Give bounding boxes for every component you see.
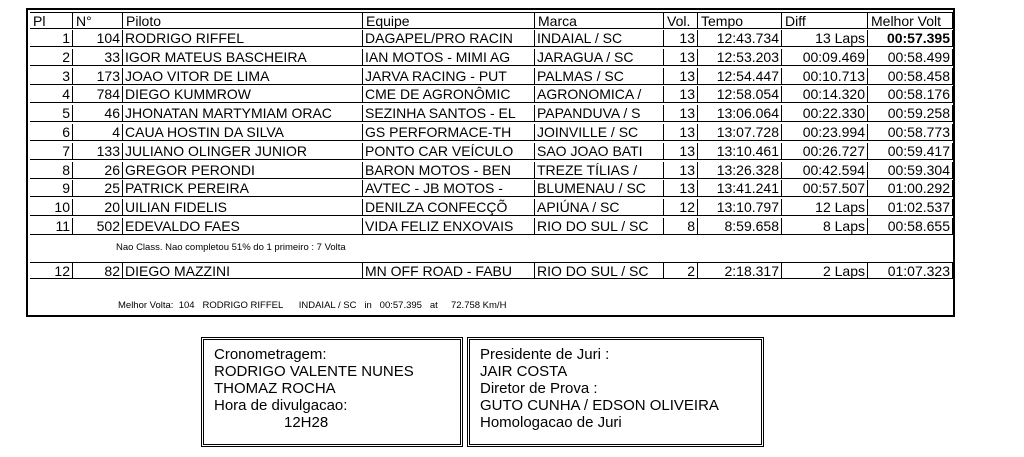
cell-pl: 2 xyxy=(30,49,72,66)
cell-equipe: BARON MOTOS - BEN xyxy=(362,162,534,179)
cell-piloto: GREGOR PERONDI xyxy=(122,162,362,179)
cell-diff: 00:26.727 xyxy=(781,143,867,160)
cell-tempo: 13:26.328 xyxy=(697,162,781,179)
cell-diff: 00:09.469 xyxy=(781,49,867,66)
cell-pl: 1 xyxy=(30,30,72,47)
cell-tempo: 12:58.054 xyxy=(697,86,781,103)
best-lap-line: Melhor Volta: 104 RODRIGO RIFFEL INDAIAL / SC in 00:57.395 at 72.758 Km/H xyxy=(118,300,507,311)
cell-diff: 8 Laps xyxy=(781,218,867,235)
cell-tempo: 13:10.797 xyxy=(697,199,781,216)
cell-tempo: 2:18.317 xyxy=(697,262,781,279)
cell-melhor-volta: 00:58.458 xyxy=(867,68,953,85)
header-piloto: Piloto xyxy=(122,12,362,29)
cell-piloto: DIEGO MAZZINI xyxy=(122,262,362,279)
header-marca: Marca xyxy=(534,12,663,29)
presidente-juri-label: Presidente de Juri : xyxy=(480,346,610,363)
cell-equipe: MN OFF ROAD - FABU xyxy=(362,262,534,279)
diretor-prova-name: GUTO CUNHA / EDSON OLIVEIRA xyxy=(480,397,719,414)
cell-melhor-volta: 00:58.176 xyxy=(867,86,953,103)
cell-tempo: 13:06.064 xyxy=(697,105,781,122)
presidente-juri-name: JAIR COSTA xyxy=(480,363,568,380)
cell-marca: BLUMENAU / SC xyxy=(534,180,663,197)
cell-diff: 00:23.994 xyxy=(781,124,867,141)
cell-vol: 13 xyxy=(663,86,697,103)
cell-pl: 7 xyxy=(30,143,72,160)
cell-tempo: 13:41.241 xyxy=(697,180,781,197)
header-vol: Vol. xyxy=(663,12,697,29)
cell-equipe: DENILZA CONFECÇÕ xyxy=(362,199,534,216)
not-classified-note: Nao Class. Nao completou 51% do 1 primeiro : 7 Volta xyxy=(116,242,346,253)
cell-pl: 4 xyxy=(30,86,72,103)
cell-marca: AGRONOMICA / xyxy=(534,86,663,103)
cell-melhor-volta: 00:59.304 xyxy=(867,162,953,179)
cell-melhor-volta: 01:02.537 xyxy=(867,199,953,216)
cell-number: 104 xyxy=(72,30,122,47)
cell-pl: 12 xyxy=(30,262,72,279)
cell-diff: 00:14.320 xyxy=(781,86,867,103)
cell-vol: 13 xyxy=(663,162,697,179)
cell-melhor-volta: 00:57.395 xyxy=(867,30,953,47)
cell-marca: PAPANDUVA / S xyxy=(534,105,663,122)
cronometragem-name-2: THOMAZ ROCHA xyxy=(214,380,336,397)
cell-marca: RIO DO SUL / SC xyxy=(534,218,663,235)
cell-number: 46 xyxy=(72,105,122,122)
cell-piloto: DIEGO KUMMROW xyxy=(122,86,362,103)
cell-tempo: 8:59.658 xyxy=(697,218,781,235)
cell-vol: 13 xyxy=(663,49,697,66)
cell-piloto: EDEVALDO FAES xyxy=(122,218,362,235)
cell-vol: 12 xyxy=(663,199,697,216)
cell-number: 25 xyxy=(72,180,122,197)
cell-marca: RIO DO SUL / SC xyxy=(534,262,663,279)
header-pl: Pl xyxy=(30,12,72,29)
cell-marca: JOINVILLE / SC xyxy=(534,124,663,141)
header-equipe: Equipe xyxy=(362,12,534,29)
cell-marca: APIÚNA / SC xyxy=(534,199,663,216)
cell-marca: TREZE TÍLIAS / xyxy=(534,162,663,179)
results-table xyxy=(26,8,955,317)
hora-divulgacao-label: Hora de divulgacao: xyxy=(214,397,348,414)
cell-marca: PALMAS / SC xyxy=(534,68,663,85)
cell-diff: 00:10.713 xyxy=(781,68,867,85)
cell-vol: 13 xyxy=(663,180,697,197)
cell-vol: 13 xyxy=(663,30,697,47)
homologacao-juri-label: Homologacao de Juri xyxy=(480,414,622,431)
cell-number: 4 xyxy=(72,124,122,141)
cell-piloto: JOAO VITOR DE LIMA xyxy=(122,68,362,85)
juri-box xyxy=(467,337,764,447)
cell-equipe: JARVA RACING - PUT xyxy=(362,68,534,85)
cell-number: 784 xyxy=(72,86,122,103)
cell-number: 502 xyxy=(72,218,122,235)
cell-vol: 2 xyxy=(663,262,697,279)
cell-piloto: JULIANO OLINGER JUNIOR xyxy=(122,143,362,160)
hora-divulgacao-value: 12H28 xyxy=(284,414,329,431)
cell-pl: 10 xyxy=(30,199,72,216)
cell-piloto: UILIAN FIDELIS xyxy=(122,199,362,216)
cell-number: 173 xyxy=(72,68,122,85)
cell-piloto: RODRIGO RIFFEL xyxy=(122,30,362,47)
cell-number: 26 xyxy=(72,162,122,179)
cell-tempo: 12:54.447 xyxy=(697,68,781,85)
cell-equipe: GS PERFORMACE-TH xyxy=(362,124,534,141)
header-diff: Diff xyxy=(781,12,867,29)
cronometragem-box xyxy=(201,337,463,447)
diretor-prova-label: Diretor de Prova : xyxy=(480,380,598,397)
cell-pl: 5 xyxy=(30,105,72,122)
cell-marca: JARAGUA / SC xyxy=(534,49,663,66)
cell-equipe: AVTEC - JB MOTOS - xyxy=(362,180,534,197)
cell-diff: 00:57.507 xyxy=(781,180,867,197)
cronometragem-label: Cronometragem: xyxy=(214,346,327,363)
cell-melhor-volta: 00:58.773 xyxy=(867,124,953,141)
cronometragem-name-1: RODRIGO VALENTE NUNES xyxy=(214,363,414,380)
cell-vol: 13 xyxy=(663,105,697,122)
cell-melhor-volta: 01:00.292 xyxy=(867,180,953,197)
cell-pl: 11 xyxy=(30,218,72,235)
cell-melhor-volta: 01:07.323 xyxy=(867,262,953,279)
cell-pl: 6 xyxy=(30,124,72,141)
cell-equipe: PONTO CAR VEÍCULO xyxy=(362,143,534,160)
cell-pl: 3 xyxy=(30,68,72,85)
cell-marca: SAO JOAO BATI xyxy=(534,143,663,160)
cell-vol: 13 xyxy=(663,124,697,141)
cell-diff: 00:42.594 xyxy=(781,162,867,179)
cell-diff: 12 Laps xyxy=(781,199,867,216)
cell-equipe: DAGAPEL/PRO RACIN xyxy=(362,30,534,47)
cell-vol: 8 xyxy=(663,218,697,235)
cell-piloto: JHONATAN MARTYMIAM ORAC xyxy=(122,105,362,122)
cell-pl: 9 xyxy=(30,180,72,197)
header-number: N° xyxy=(72,12,122,29)
cell-tempo: 12:53.203 xyxy=(697,49,781,66)
cell-melhor-volta: 00:58.655 xyxy=(867,218,953,235)
cell-number: 33 xyxy=(72,49,122,66)
header-melhor-volta: Melhor Volt xyxy=(867,12,953,29)
cell-melhor-volta: 00:58.499 xyxy=(867,49,953,66)
cell-tempo: 12:43.734 xyxy=(697,30,781,47)
cell-diff: 13 Laps xyxy=(781,30,867,47)
cell-diff: 2 Laps xyxy=(781,262,867,279)
cell-pl: 8 xyxy=(30,162,72,179)
cell-piloto: CAUA HOSTIN DA SILVA xyxy=(122,124,362,141)
cell-melhor-volta: 00:59.258 xyxy=(867,105,953,122)
cell-tempo: 13:07.728 xyxy=(697,124,781,141)
cell-equipe: SEZINHA SANTOS - EL xyxy=(362,105,534,122)
cell-melhor-volta: 00:59.417 xyxy=(867,143,953,160)
cell-number: 82 xyxy=(72,262,122,279)
cell-tempo: 13:10.461 xyxy=(697,143,781,160)
cell-diff: 00:22.330 xyxy=(781,105,867,122)
cell-marca: INDAIAL / SC xyxy=(534,30,663,47)
cell-equipe: IAN MOTOS - MIMI AG xyxy=(362,49,534,66)
cell-equipe: CME DE AGRONÔMIC xyxy=(362,86,534,103)
cell-number: 133 xyxy=(72,143,122,160)
cell-vol: 13 xyxy=(663,143,697,160)
header-tempo: Tempo xyxy=(697,12,781,29)
cell-number: 20 xyxy=(72,199,122,216)
cell-piloto: PATRICK PEREIRA xyxy=(122,180,362,197)
cell-vol: 13 xyxy=(663,68,697,85)
cell-piloto: IGOR MATEUS BASCHEIRA xyxy=(122,49,362,66)
cell-equipe: VIDA FELIZ ENXOVAIS xyxy=(362,218,534,235)
